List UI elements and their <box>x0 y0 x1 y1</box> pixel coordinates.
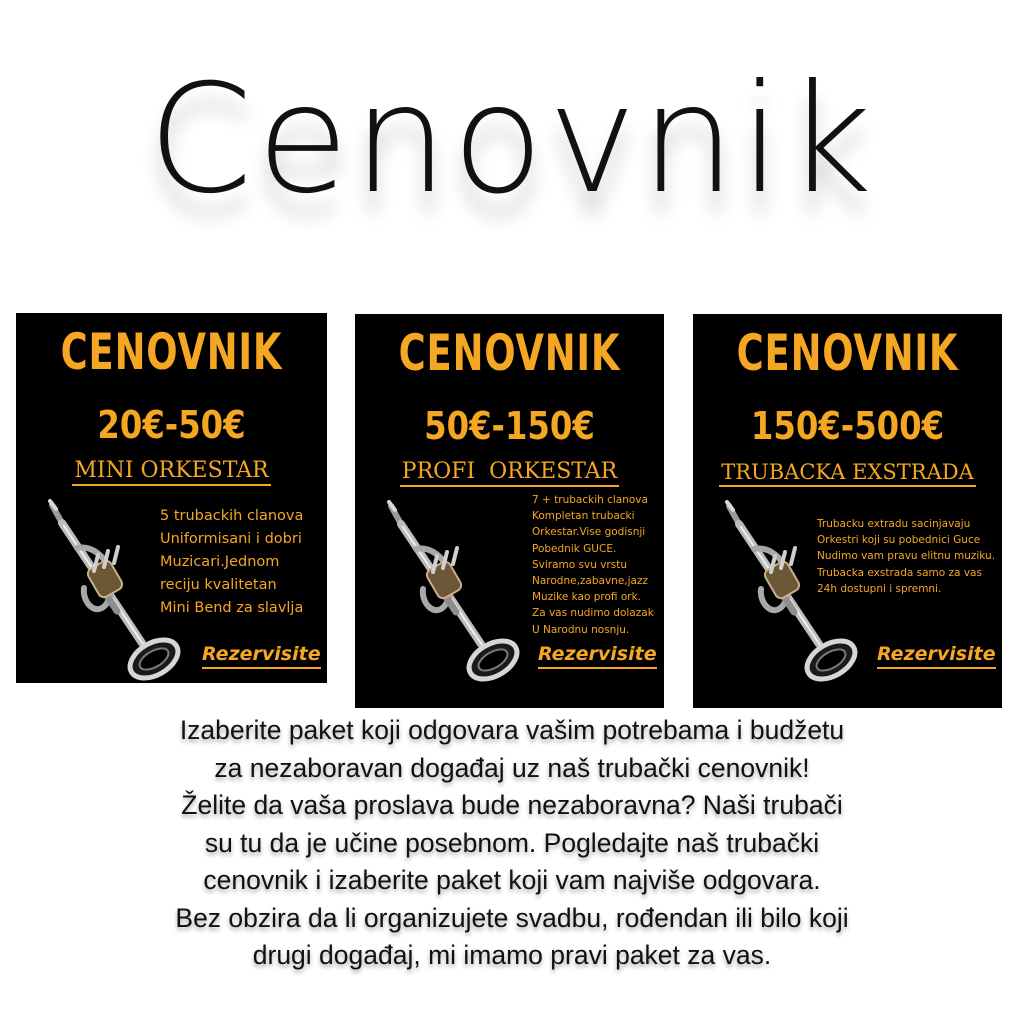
card-package-name-text: MINI ORKESTAR <box>72 458 270 486</box>
footer-line: Želite da vaša proslava bude nezaboravna? Naši trubači <box>181 790 843 820</box>
trumpet-icon <box>361 494 541 684</box>
card-title: CENOVNIK <box>398 324 621 382</box>
price-card-profi-orkestar <box>355 314 664 708</box>
footer-line: Izaberite paket koji odgovara vašim potrebama i budžetu <box>179 715 845 745</box>
footer-line: cenovnik i izaberite paket koji vam najviše odgovara. <box>203 865 821 895</box>
card-package-name-text: TRUBACKA EXSTRADA <box>719 460 976 487</box>
reserve-button[interactable]: Rezervisite <box>202 641 321 669</box>
footer-line: za nezaboravan događaj uz naš trubački cenovnik! <box>214 752 810 783</box>
page-title: Cenovnik <box>147 53 877 227</box>
card-description: 7 + trubackih clanova Kompletan trubacki Orkestar.Vise godisnji Pobednik GUCE. Sviramo svu vrstu Narodne,zabavne,jazz Muzike kao profi ork. Za vas nudimo dolazak U Narodnu nosnju. <box>532 494 654 636</box>
card-description: Trubacku extradu sacinjavaju Orkestri koji su pobednici Guce Nudimo vam pravu elitnu muziku. Trubacka exstrada samo za vas 24h dostupni i spremni. <box>817 518 996 595</box>
card-price: 20€-50€ <box>97 403 246 447</box>
card-package-name-text: PROFI ORKESTAR <box>400 459 619 487</box>
footer-description <box>40 712 984 975</box>
reserve-button[interactable]: Rezervisite <box>538 641 657 669</box>
footer-line: su tu da je učine posebnom. Pogledajte naš trubački <box>204 827 820 858</box>
card-package-name <box>693 456 1002 488</box>
footer-line: Bez obzira da li organizujete svadbu, rođendan ili bilo koji <box>175 902 849 933</box>
card-package-name <box>355 456 664 488</box>
card-package-name <box>16 455 327 487</box>
card-price: 50€-150€ <box>424 404 595 448</box>
card-title: CENOVNIK <box>60 323 283 381</box>
card-title: CENOVNIK <box>736 324 959 382</box>
card-price: 150€-500€ <box>750 404 945 448</box>
footer-line: drugi događaj, mi imamo pravi paket za vas. <box>252 940 772 970</box>
price-card-trubacka-exstrada <box>693 314 1002 708</box>
card-description: 5 trubackih clanova Uniformisani i dobri Muzicari.Jednom reciju kvalitetan Mini Bend za slavlja <box>160 508 304 616</box>
price-card-mini-orkestar <box>16 313 327 683</box>
reserve-button[interactable]: Rezervisite <box>877 641 996 669</box>
